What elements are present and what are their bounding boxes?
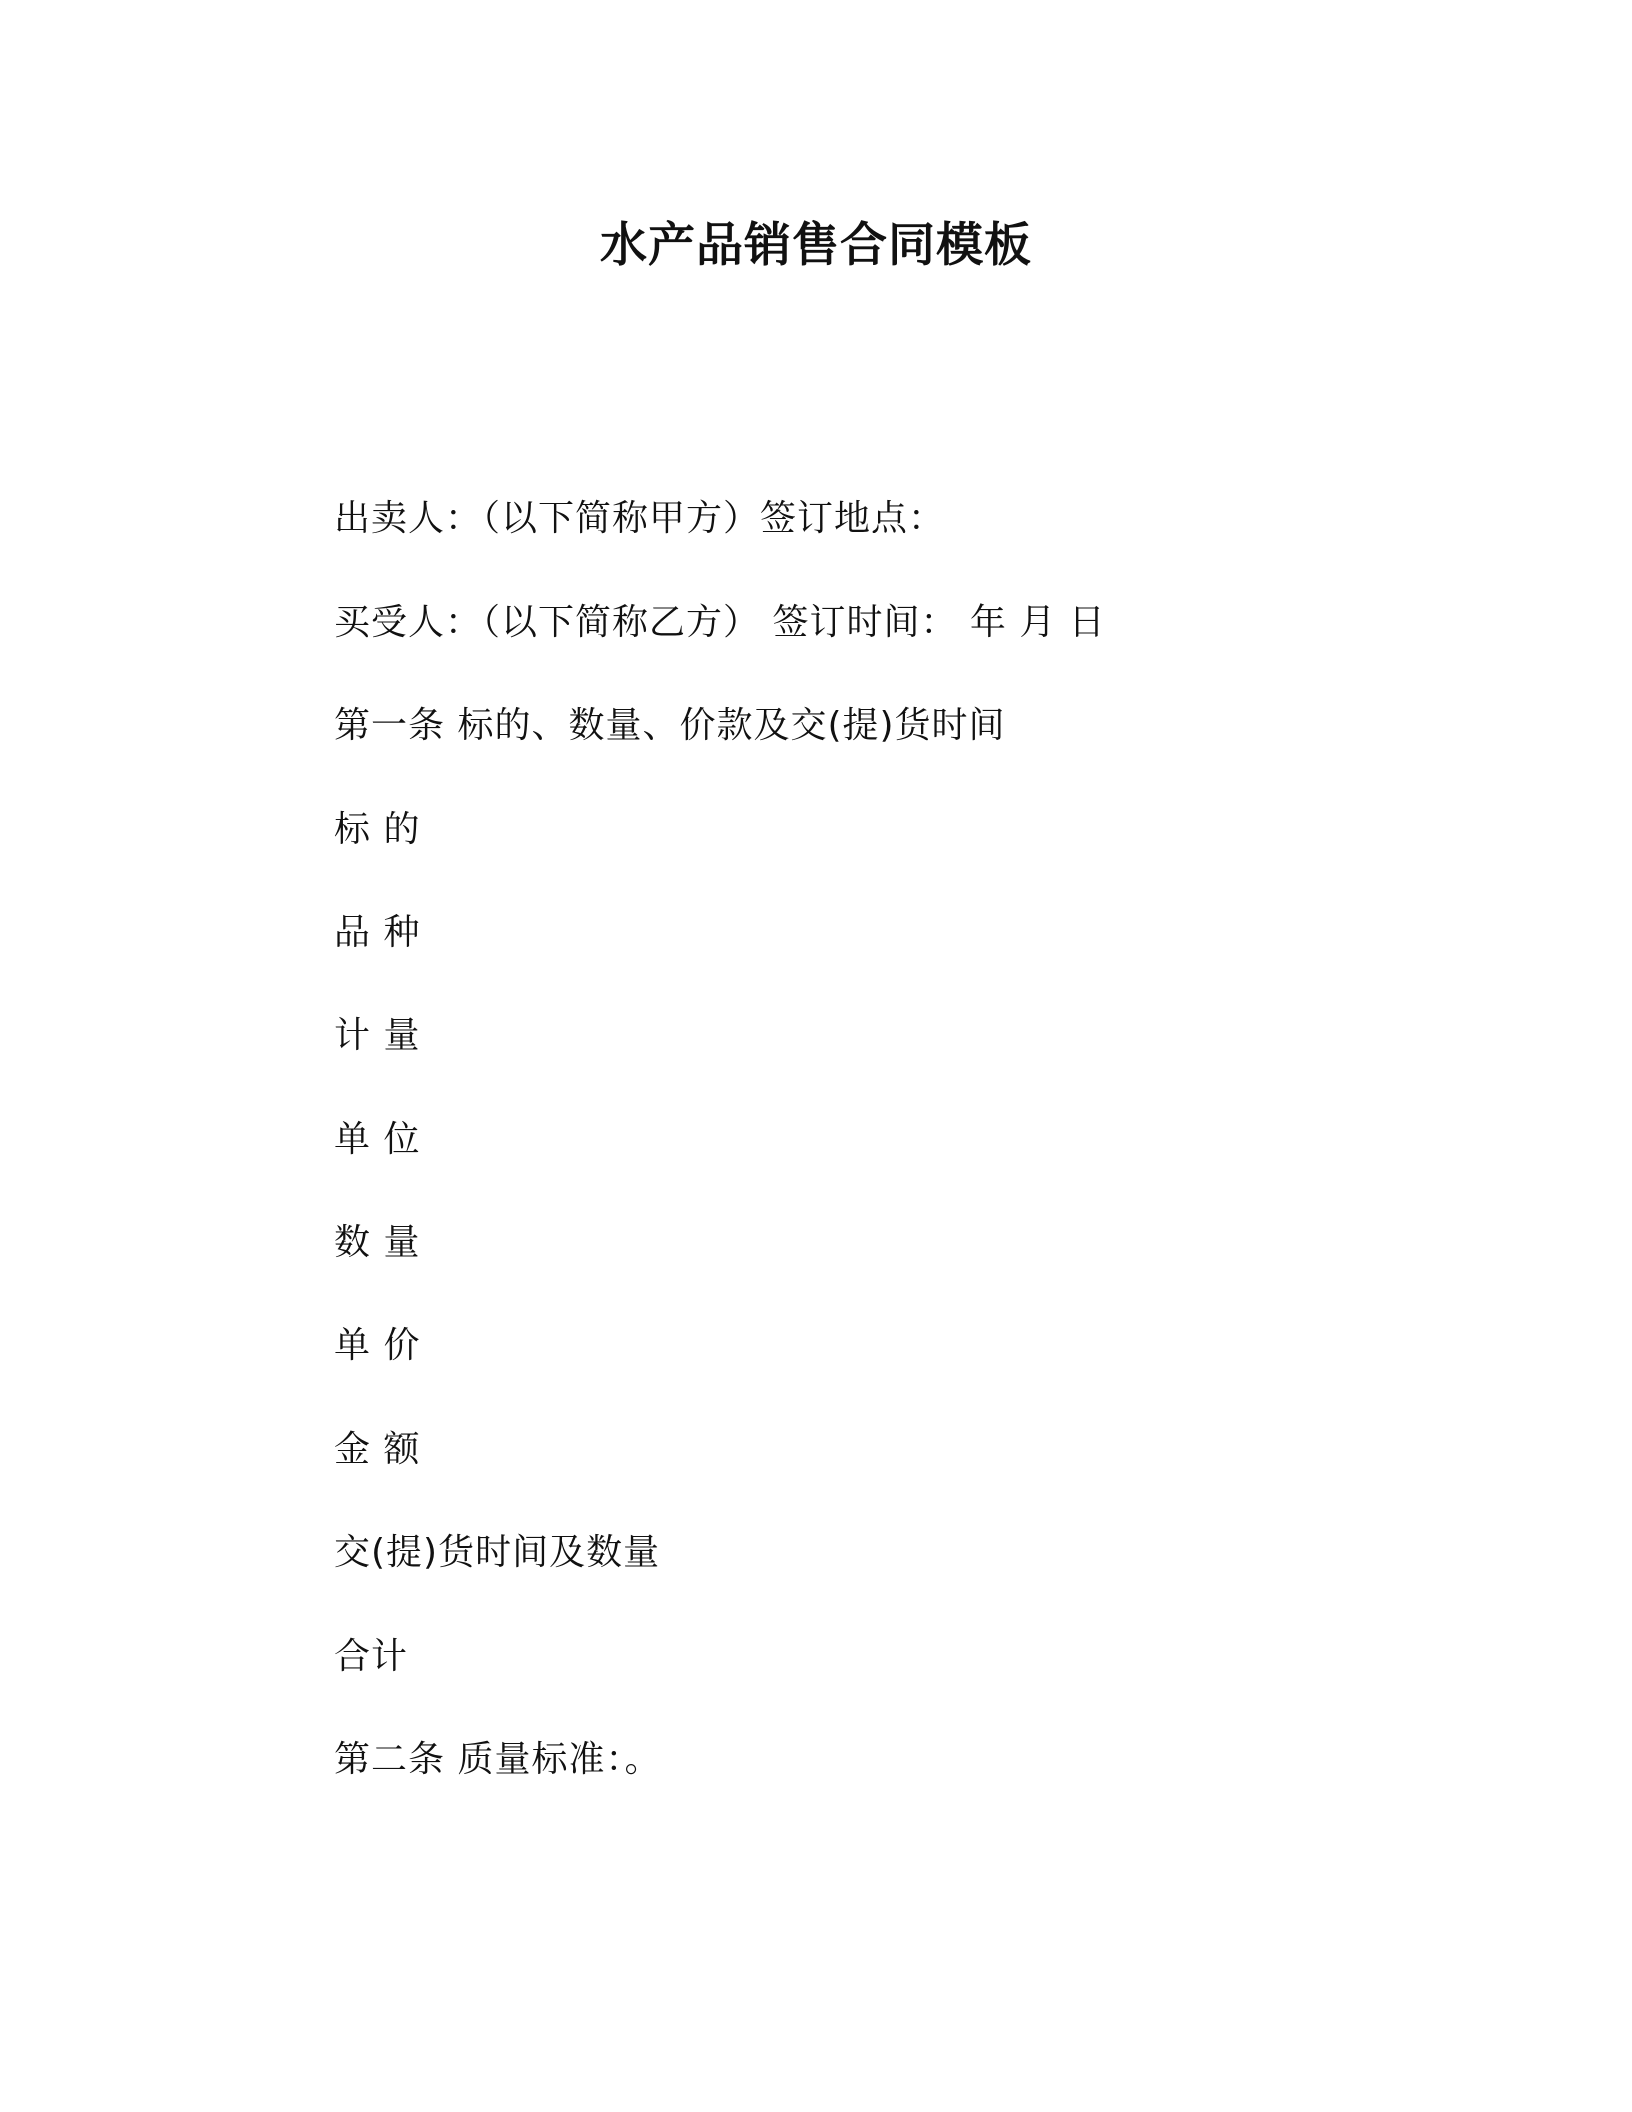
field-subject: 标 的 bbox=[334, 809, 421, 850]
field-quantity: 数 量 bbox=[334, 1222, 421, 1263]
field-amount: 金 额 bbox=[334, 1429, 421, 1470]
field-measurement: 计 量 bbox=[334, 1015, 421, 1056]
field-delivery-time: 交(提)货时间及数量 bbox=[334, 1532, 661, 1573]
seller-line: 出卖人：（以下简称甲方）签订地点： bbox=[334, 498, 946, 539]
article-1-heading: 第一条 标的、数量、价款及交(提)货时间 bbox=[334, 705, 1006, 746]
article-2-heading: 第二条 质量标准：。 bbox=[334, 1739, 662, 1780]
document-title: 水产品销售合同模板 bbox=[600, 218, 1032, 273]
field-variety: 品 种 bbox=[334, 912, 421, 953]
buyer-line: 买受人：（以下简称乙方） 签订时间： 年 月 日 bbox=[334, 602, 1106, 643]
field-unit-price: 单 价 bbox=[334, 1325, 421, 1366]
field-total: 合计 bbox=[334, 1636, 409, 1677]
field-unit: 单 位 bbox=[334, 1119, 421, 1160]
